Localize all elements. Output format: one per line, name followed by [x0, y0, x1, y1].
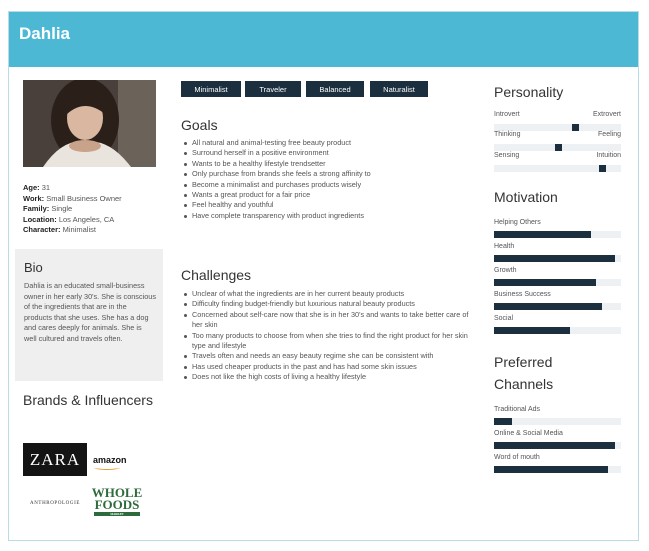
scale-track	[494, 144, 621, 151]
meter-fill	[494, 303, 602, 310]
scale-left-label: Introvert	[494, 111, 520, 118]
motivation-meter	[494, 219, 621, 238]
amazon-logo: amazon	[93, 455, 127, 465]
goal-item: Have complete transparency with product ingredients	[183, 211, 473, 221]
meter-label: Health	[494, 243, 515, 250]
persona-name: Dahlia	[19, 24, 71, 43]
channel-meter	[494, 454, 621, 473]
goal-item: Wants to be a healthy lifestyle trendsetter	[183, 159, 473, 169]
header-bar	[9, 12, 638, 67]
tag-traveler: Traveler	[245, 81, 301, 97]
scale-left-label: Sensing	[494, 152, 520, 159]
motivation-title: Motivation	[494, 189, 558, 205]
channel-meter	[494, 406, 621, 425]
meter-fill	[494, 255, 615, 262]
meter-fill	[494, 327, 570, 334]
zara-logo: ZARA	[23, 443, 87, 476]
goal-item: Feel healthy and youthful	[183, 200, 473, 210]
fact-family: Family: Single	[23, 204, 73, 213]
meter-label: Growth	[494, 267, 517, 274]
scale-left-label: Thinking	[494, 131, 521, 138]
challenges-title: Challenges	[181, 267, 252, 283]
anthropologie-logo: ANTHROPOLOGIE	[30, 501, 81, 506]
whole-foods-logo: WHOLE FOODS MARKET	[91, 485, 143, 516]
meter-track	[494, 231, 621, 238]
personality-scale	[494, 111, 621, 131]
bio-text: Dahlia is an educated small-business owner in her early 30's. She is conscious of the ingredients that are in the products that she uses. She has a dog and cares deeply for animals. She is well cultured and travels often.	[24, 281, 156, 343]
meter-fill	[494, 418, 512, 425]
meter-track	[494, 466, 621, 473]
goals-title: Goals	[181, 117, 218, 133]
fact-character: Character: Minimalist	[23, 225, 96, 234]
scale-marker	[572, 124, 579, 131]
meter-track	[494, 279, 621, 286]
meter-label: Business Success	[494, 291, 551, 298]
meter-label: Traditional Ads	[494, 406, 541, 413]
goal-item: Only purchase from brands she feels a strong affinity to	[183, 169, 473, 179]
meter-label: Online & Social Media	[494, 430, 563, 437]
persona-facts	[23, 183, 122, 236]
scale-marker	[599, 165, 606, 172]
goal-item: Wants a great product for a fair price	[183, 190, 473, 200]
meter-track	[494, 327, 621, 334]
meter-label: Social	[494, 315, 514, 322]
meter-track	[494, 442, 621, 449]
meter-track	[494, 255, 621, 262]
meter-track	[494, 303, 621, 310]
challenge-item: Does not like the high costs of living a healthy lifestyle	[183, 372, 473, 382]
persona-card	[8, 11, 639, 541]
meter-fill	[494, 466, 608, 473]
scale-right-label: Extrovert	[592, 111, 621, 118]
goal-item: All natural and animal-testing free beauty product	[183, 138, 473, 148]
personality-scale	[494, 131, 621, 151]
challenge-item: Difficulty finding budget-friendly but luxurious natural beauty products	[183, 299, 473, 309]
channel-meter	[494, 430, 621, 449]
whole-foods-market-bar: MARKET	[94, 512, 140, 516]
personality-scale	[494, 152, 621, 172]
meter-track	[494, 418, 621, 425]
bio-title: Bio	[24, 260, 43, 275]
challenge-item: Unclear of what the ingredients are in her current beauty products	[183, 289, 473, 299]
portrait-image	[23, 80, 156, 167]
scale-right-label: Intuition	[596, 152, 621, 159]
challenges-list	[183, 289, 473, 383]
motivation-meter	[494, 243, 621, 262]
scale-right-label: Feeling	[598, 131, 621, 138]
fact-work: Work: Small Business Owner	[23, 193, 122, 203]
meter-fill	[494, 442, 615, 449]
scale-track	[494, 165, 621, 172]
tag-minimalist: Minimalist	[181, 81, 241, 97]
motivation-meter	[494, 291, 621, 310]
meter-fill	[494, 279, 596, 286]
persona-photo	[23, 80, 156, 167]
challenge-item: Travels often and needs an easy beauty regime she can be consistent with	[183, 351, 473, 361]
meter-fill	[494, 231, 591, 238]
channels-title: Preferred Channels	[494, 354, 554, 392]
personality-title: Personality	[494, 84, 564, 100]
tag-balanced: Balanced	[306, 81, 364, 97]
tag-naturalist: Naturalist	[370, 81, 428, 97]
fact-location: Location: Los Angeles, CA	[23, 214, 115, 224]
bio-panel	[15, 249, 163, 381]
goal-item: Surround herself in a positive environment	[183, 148, 473, 158]
motivation-meter	[494, 315, 621, 334]
challenge-item: Has used cheaper products in the past and has had some skin issues	[183, 362, 473, 372]
scale-track	[494, 124, 621, 131]
motivation-meter	[494, 267, 621, 286]
goals-list	[183, 138, 473, 221]
meter-label: Helping Others	[494, 219, 541, 226]
challenge-item: Concerned about self-care now that she is in her 30's and wants to take better care of her skin	[183, 310, 473, 331]
challenge-item: Too many products to choose from when she tries to find the right product for her skin type and lifestyle	[183, 331, 473, 352]
brands-title: Brands & Influencers	[23, 392, 153, 408]
amazon-smile-icon	[94, 465, 120, 470]
meter-label: Word of mouth	[494, 454, 540, 461]
fact-age: Age: 31	[23, 183, 51, 192]
goal-item: Become a minimalist and purchases products wisely	[183, 180, 473, 190]
scale-marker	[555, 144, 562, 151]
